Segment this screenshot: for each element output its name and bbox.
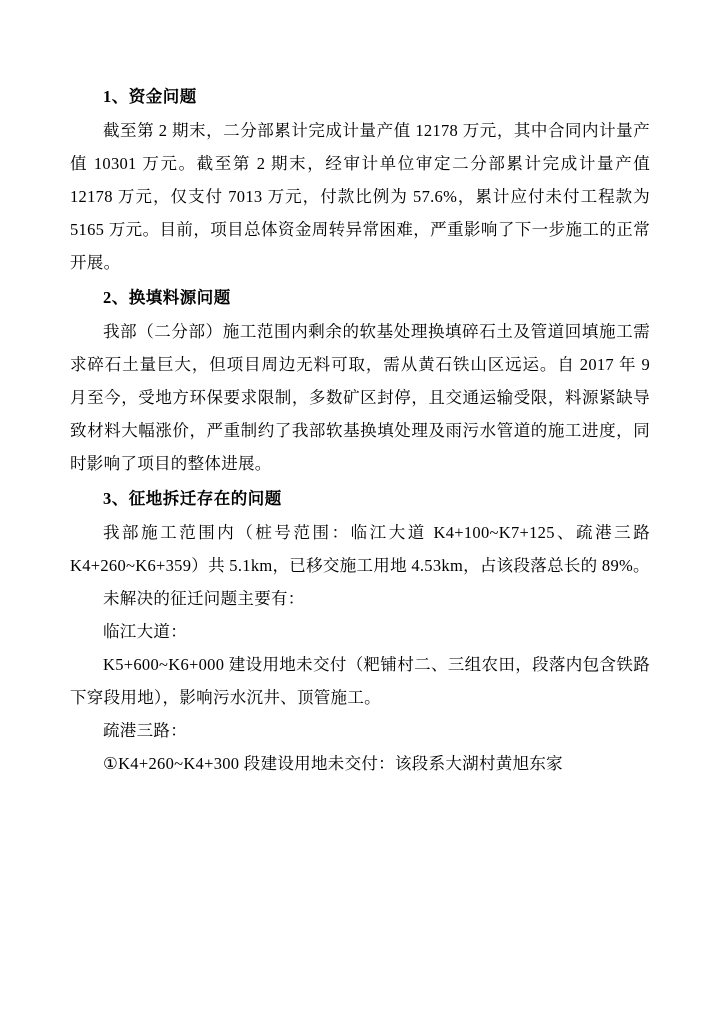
paragraph-shugang-road-label: 疏港三路：	[103, 721, 187, 740]
section-heading-2: 2、换填料源问题	[103, 288, 231, 307]
paragraph-material-source: 我部（二分部）施工范围内剩余的软基处理换填碎石土及管道回填施工需求碎石土量巨大，但项目周边无料可取，需从黄石铁山区远运。自 2017 年 9 月至今，受地方环保要求限制，多数矿区封停，且交通运输受限，料源紧缺导致材料大幅涨价，严重制约了我部软基换填处理及雨污水管道的施工进度，同时影响了项目的整体进展。	[70, 322, 650, 473]
paragraph-linjiang-detail: K5+600~K6+000 建设用地未交付（粑铺村二、三组农田，段落内包含铁路下穿段用地），影响污水沉井、顶管施工。	[70, 655, 650, 707]
paragraph-land-acquisition: 我部施工范围内（桩号范围：临江大道 K4+100~K7+125、疏港三路 K4+260~K6+359）共 5.1km，已移交施工用地 4.53km，占该段落总长的 89%。	[70, 523, 650, 575]
paragraph-shugang-detail: ①K4+260~K4+300 段建设用地未交付：该段系大湖村黄旭东家	[103, 754, 563, 773]
section-heading-1: 1、资金问题	[103, 87, 197, 106]
document-body	[70, 80, 650, 780]
section-heading-3: 3、征地拆迁存在的问题	[103, 489, 282, 508]
paragraph-linjiang-avenue-label: 临江大道：	[103, 622, 187, 641]
paragraph-unresolved-intro: 未解决的征迁问题主要有：	[103, 589, 305, 608]
paragraph-funding: 截至第 2 期末，二分部累计完成计量产值 12178 万元，其中合同内计量产值 10301 万元。截至第 2 期末，经审计单位审定二分部累计完成计量产值 12178 万元，仅支付 7013 万元，付款比例为 57.6%，累计应付未付工程款为 5165 万元。目前，项目总体资金周转异常困难，严重影响了下一步施工的正常开展。	[70, 121, 650, 272]
